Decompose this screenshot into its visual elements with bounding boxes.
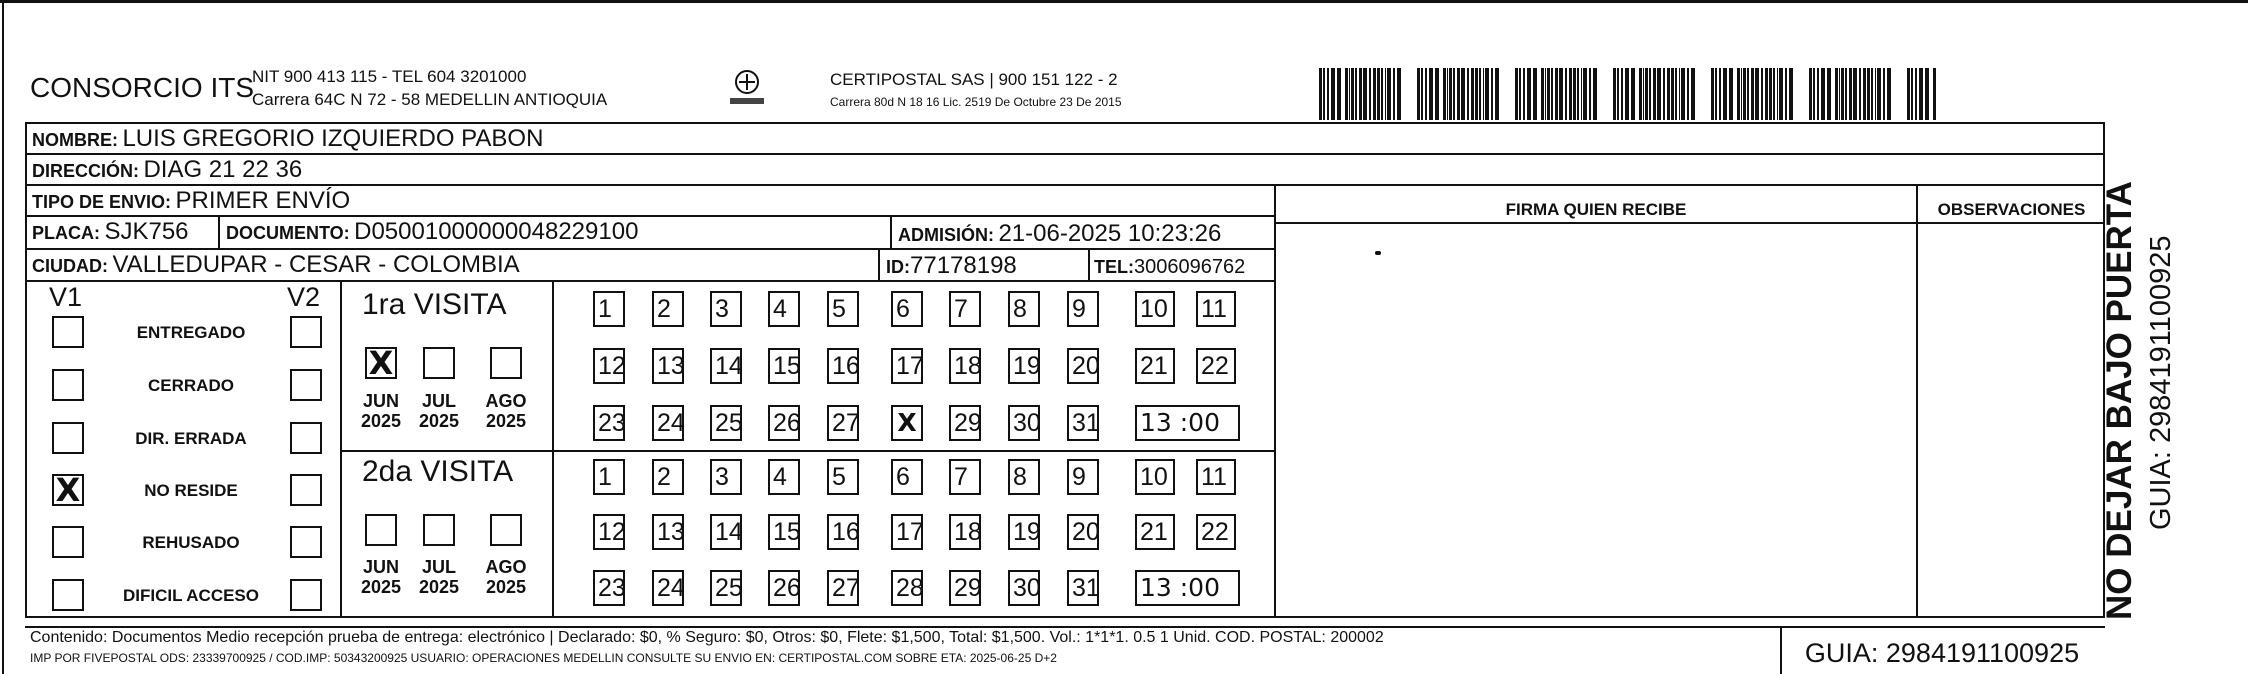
- day-box[interactable]: 15: [768, 348, 800, 384]
- status-v1-checkbox[interactable]: X: [52, 474, 84, 506]
- day-box[interactable]: 1: [593, 291, 625, 327]
- day-box[interactable]: 13: [652, 348, 684, 384]
- day-box[interactable]: 10: [1135, 291, 1175, 327]
- day-box[interactable]: 20: [1067, 348, 1099, 384]
- day-box[interactable]: 28: [891, 570, 923, 606]
- day-box[interactable]: 29: [949, 570, 981, 606]
- status-label: ENTREGADO: [136, 323, 246, 342]
- day-box[interactable]: 13: [652, 514, 684, 550]
- month-checkbox[interactable]: [490, 514, 522, 546]
- status-label: DIR. ERRADA: [135, 429, 247, 448]
- left-edge: [2, 0, 4, 674]
- day-box[interactable]: 8: [1008, 459, 1040, 495]
- day-box[interactable]: 2: [652, 459, 684, 495]
- day-box[interactable]: 17: [891, 514, 923, 550]
- footer-content: Contenido: Documentos Medio recepción prueba de entrega: electrónico | Declarado: $0, % Seguro: $0, Otros: $0, Flete: $1,500, Total: $1,500. Vol.: 1*1*1. 0.5 1 Unid. COD. POSTAL: 200002: [30, 629, 1384, 646]
- day-box[interactable]: 5: [827, 459, 859, 495]
- day-box[interactable]: 30: [1008, 405, 1040, 441]
- admision-row: ADMISIÓN: 21-06-2025 10:23:26: [898, 220, 1222, 247]
- status-v1-checkbox[interactable]: [52, 526, 84, 558]
- company-nit: NIT 900 413 115 - TEL 604 3201000: [252, 67, 527, 86]
- barcode: [1305, 68, 1945, 120]
- status-v2-checkbox[interactable]: [290, 526, 322, 558]
- month-name: AGO: [485, 557, 527, 577]
- day-box[interactable]: X: [891, 405, 923, 441]
- day-box[interactable]: 18: [949, 348, 981, 384]
- day-box[interactable]: 7: [949, 459, 981, 495]
- certipostal-logo-icon: [727, 68, 767, 110]
- status-v2-checkbox[interactable]: [290, 369, 322, 401]
- day-box[interactable]: 23: [593, 405, 625, 441]
- status-v1-checkbox[interactable]: [52, 422, 84, 454]
- placa-value: SJK756: [104, 218, 189, 245]
- month-year: 2025: [485, 577, 527, 597]
- visit1-title: 1ra VISITA: [362, 288, 507, 321]
- nombre-value: LUIS GREGORIO IZQUIERDO PABON: [122, 125, 544, 152]
- day-box[interactable]: 1: [593, 459, 625, 495]
- footer-print-info: IMP POR FIVEPOSTAL ODS: 23339700925 / COD.IMP: 50343200925 USUARIO: OPERACIONES MEDELLIN CONSULTE SU ENVIO EN: CERTIPOSTAL.COM SOBRE ETA: 2025-06-25 D+2: [30, 651, 1057, 665]
- month-year: 2025: [418, 411, 460, 431]
- ciudad-row: CIUDAD: VALLEDUPAR - CESAR - COLOMBIA: [32, 251, 520, 278]
- tipo-value: PRIMER ENVÍO: [175, 187, 351, 214]
- observaciones-label: OBSERVACIONES: [1937, 200, 2086, 219]
- day-box[interactable]: 3: [710, 291, 742, 327]
- day-box[interactable]: 16: [827, 514, 859, 550]
- direccion-value: DIAG 21 22 36: [143, 156, 303, 183]
- day-box[interactable]: 24: [652, 405, 684, 441]
- day-box[interactable]: 10: [1135, 459, 1175, 495]
- day-box[interactable]: 22: [1196, 348, 1236, 384]
- status-v1-checkbox[interactable]: [52, 369, 84, 401]
- day-box[interactable]: 20: [1067, 514, 1099, 550]
- month-name: JUL: [421, 391, 456, 411]
- id-value: 77178198: [910, 252, 1017, 279]
- top-edge: [0, 0, 2248, 3]
- day-box[interactable]: 3: [710, 459, 742, 495]
- v1-label: V1: [49, 282, 83, 312]
- status-label: REHUSADO: [142, 533, 240, 552]
- month-year: 2025: [485, 411, 527, 431]
- day-box[interactable]: 9: [1067, 291, 1099, 327]
- status-label: DIFICIL ACCESO: [122, 586, 259, 605]
- month-checkbox[interactable]: [365, 514, 397, 546]
- tel-value: 3006096762: [1134, 256, 1246, 278]
- direccion-row: DIRECCIÓN: DIAG 21 22 36: [32, 156, 303, 183]
- month-checkbox[interactable]: X: [365, 347, 397, 379]
- day-box[interactable]: 8: [1008, 291, 1040, 327]
- company-name: CONSORCIO ITS: [30, 72, 255, 103]
- month-year: 2025: [360, 577, 402, 597]
- day-box[interactable]: 4: [768, 459, 800, 495]
- month-name: JUN: [362, 557, 399, 577]
- month-checkbox[interactable]: [423, 347, 455, 379]
- side-warning: NO DEJAR BAJO PUERTA: [2100, 181, 2139, 620]
- day-box[interactable]: 27: [827, 570, 859, 606]
- day-box[interactable]: 22: [1196, 514, 1236, 550]
- day-box[interactable]: 6: [891, 291, 923, 327]
- day-box[interactable]: 26: [768, 405, 800, 441]
- day-box[interactable]: 21: [1135, 514, 1175, 550]
- day-box[interactable]: 17: [891, 348, 923, 384]
- visit2-title: 2da VISITA: [362, 455, 514, 488]
- day-box[interactable]: 21: [1135, 348, 1175, 384]
- day-box[interactable]: 19: [1008, 514, 1040, 550]
- tipo-row: TIPO DE ENVIO: PRIMER ENVÍO: [32, 187, 351, 214]
- firma-label: FIRMA QUIEN RECIBE: [1505, 200, 1687, 219]
- ciudad-value: VALLEDUPAR - CESAR - COLOMBIA: [112, 251, 520, 278]
- certipostal-address: Carrera 80d N 18 16 Lic. 2519 De Octubre 23 De 2015: [830, 95, 1122, 109]
- footer-guia: GUIA: 2984191100925: [1804, 638, 2080, 668]
- status-v2-checkbox[interactable]: [290, 316, 322, 348]
- status-v2-checkbox[interactable]: [290, 422, 322, 454]
- month-name: AGO: [485, 391, 527, 411]
- month-checkbox[interactable]: [423, 514, 455, 546]
- month-name: JUN: [362, 391, 399, 411]
- month-checkbox[interactable]: [490, 347, 522, 379]
- status-v2-checkbox[interactable]: [290, 474, 322, 506]
- day-box[interactable]: 9: [1067, 459, 1099, 495]
- tel-row: TEL:3006096762: [1094, 256, 1246, 278]
- status-v2-checkbox[interactable]: [290, 579, 322, 611]
- day-box[interactable]: 24: [652, 570, 684, 606]
- status-label: NO RESIDE: [144, 481, 238, 500]
- documento-row: DOCUMENTO: D05001000000048229100: [226, 218, 639, 245]
- nombre-row: NOMBRE: LUIS GREGORIO IZQUIERDO PABON: [32, 125, 544, 152]
- day-box[interactable]: 7: [949, 291, 981, 327]
- day-box[interactable]: 12: [593, 348, 625, 384]
- month-year: 2025: [418, 577, 460, 597]
- month-year: 2025: [360, 411, 402, 431]
- day-box[interactable]: 11: [1196, 459, 1236, 495]
- status-label: CERRADO: [148, 376, 234, 395]
- day-box[interactable]: 14: [710, 514, 742, 550]
- day-box[interactable]: 5: [827, 291, 859, 327]
- month-name: JUL: [421, 557, 456, 577]
- day-box[interactable]: 4: [768, 291, 800, 327]
- documento-value: D05001000000048229100: [354, 218, 639, 245]
- day-box[interactable]: 2: [652, 291, 684, 327]
- certipostal-logo: [727, 68, 767, 110]
- day-box[interactable]: 23: [593, 570, 625, 606]
- day-box[interactable]: 14: [710, 348, 742, 384]
- admision-value: 21-06-2025 10:23:26: [998, 220, 1222, 247]
- day-box[interactable]: 16: [827, 348, 859, 384]
- day-box[interactable]: 25: [710, 570, 742, 606]
- day-box[interactable]: 6: [891, 459, 923, 495]
- day-box[interactable]: 31: [1067, 570, 1099, 606]
- day-box[interactable]: 25: [710, 405, 742, 441]
- id-row: ID:77178198: [886, 252, 1017, 279]
- day-box[interactable]: 26: [768, 570, 800, 606]
- day-box[interactable]: 27: [827, 405, 859, 441]
- day-box[interactable]: 29: [949, 405, 981, 441]
- time-box[interactable]: 13 :00: [1135, 570, 1240, 606]
- placa-row: PLACA: SJK756: [32, 218, 189, 245]
- firma-dot: [1375, 251, 1381, 255]
- day-box[interactable]: 11: [1196, 291, 1236, 327]
- side-guia: GUIA: 2984191100925: [2145, 235, 2177, 530]
- status-v1-checkbox[interactable]: [52, 579, 84, 611]
- status-v1-checkbox[interactable]: [52, 316, 84, 348]
- day-box[interactable]: 18: [949, 514, 981, 550]
- day-box[interactable]: 19: [1008, 348, 1040, 384]
- v2-label: V2: [287, 282, 321, 312]
- certipostal-name: CERTIPOSTAL SAS | 900 151 122 - 2: [830, 70, 1118, 89]
- day-box[interactable]: 15: [768, 514, 800, 550]
- day-box[interactable]: 12: [593, 514, 625, 550]
- day-box[interactable]: 31: [1067, 405, 1099, 441]
- company-address: Carrera 64C N 72 - 58 MEDELLIN ANTIOQUIA: [252, 90, 608, 109]
- day-box[interactable]: 30: [1008, 570, 1040, 606]
- time-box[interactable]: 13 :00: [1135, 405, 1240, 441]
